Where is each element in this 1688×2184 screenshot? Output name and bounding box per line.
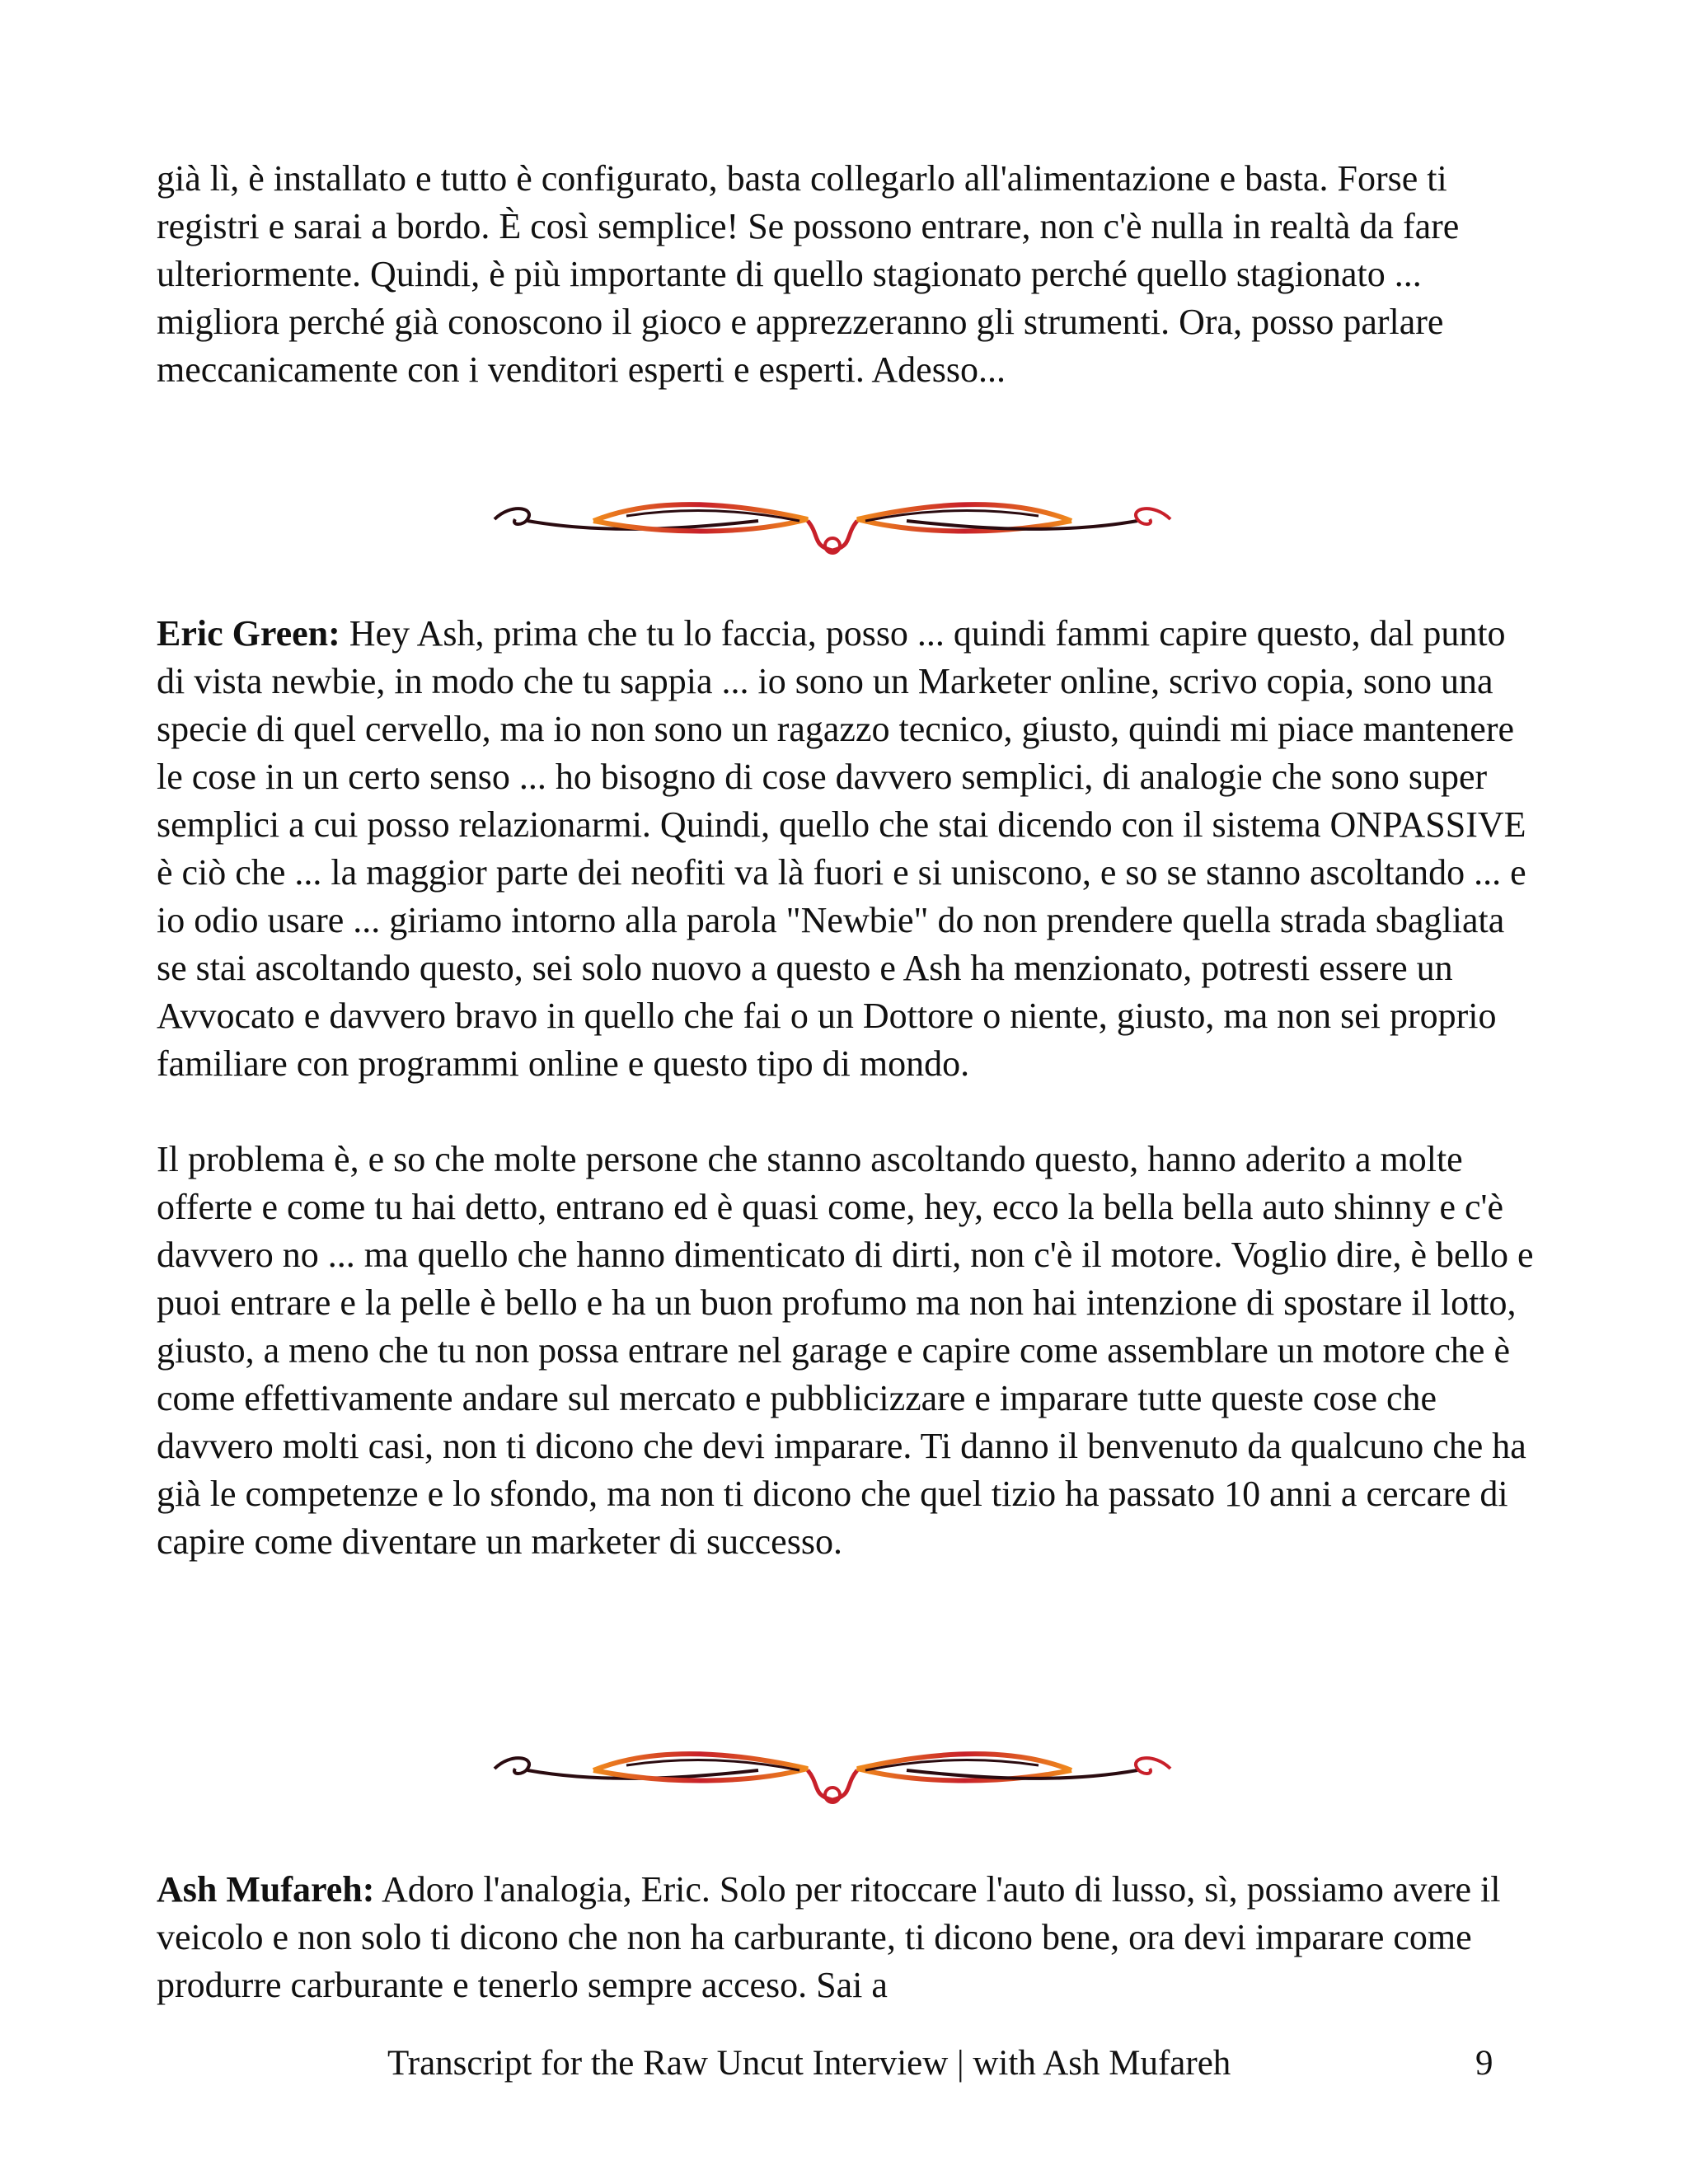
speaker-name: Eric Green: — [157, 613, 340, 654]
paragraph-text: già lì, è installato e tutto è configurato, basta collegarlo all'alimentazione e basta. Forse ti registri e sarai a bordo. È così semplice! Se possono entrare, non c'è nulla in realtà da fare ulteriormente. Quindi, è più importante di quello stagionato perché quello stagionato ... migliora perché già conoscono il gioco e apprezzeranno gli strumenti. Ora, posso parlare meccanicamente con i venditori esperti e esperti. Adesso... — [157, 158, 1460, 390]
speech-text: Adoro l'analogia, Eric. Solo per ritoccare l'auto di lusso, sì, possiamo avere il veicolo e non solo ti dicono che non ha carburante, ti dicono bene, ora devi imparare come produrre carburante e tenerlo sempre acceso. Sai a — [157, 1869, 1501, 2005]
transcript-paragraph-2 — [157, 610, 1541, 1566]
paragraph-text — [157, 1866, 1541, 2009]
paragraph-text: Il problema è, e so che molte persone che stanno ascoltando questo, hanno aderito a molte offerte e come tu hai detto, entrano ed è quasi come, hey, ecco la bella bella auto shinny e c'è davvero no ... ma quello che hanno dimenticato di dirti, non c'è il motore. Voglio dire, è bello e puoi entrare e la pelle è bello e ha un buon profumo ma non hai intenzione di spostare il lotto, giusto, a meno che tu non possa entrare nel garage e capire come assemblare un motore che è come effettivamente andare sul mercato e pubblicizzare e imparare tutte queste cose che davvero molti casi, non ti dicono che devi imparare. Ti danno il benvenuto da qualcuno che ha già le competenze e lo sfondo, ma non ti dicono che quel tizio ha passato 10 anni a cercare di capire come diventare un marketer di successo. — [157, 1139, 1534, 1562]
transcript-paragraph-1 — [157, 155, 1541, 394]
paragraph-text — [157, 610, 1541, 1088]
speaker-name: Ash Mufareh: — [157, 1869, 375, 1910]
footer-title: Transcript for the Raw Uncut Interview | with Ash Mufareh — [387, 2044, 1231, 2083]
transcript-paragraph-3 — [157, 1866, 1541, 2009]
ornament-divider-icon — [478, 486, 1187, 560]
page-number: 9 — [1475, 2044, 1493, 2083]
page-footer — [0, 2041, 1688, 2090]
ornament-divider-icon — [478, 1736, 1187, 1810]
speech-text: Hey Ash, prima che tu lo faccia, posso ... quindi fammi capire questo, dal punto di vista newbie, in modo che tu sappia ... io sono un Marketer online, scrivo copia, sono una specie di quel cervello, ma io non sono un ragazzo tecnico, giusto, quindi mi piace mantenere le cose in un certo senso ... ho bisogno di cose davvero semplici, di analogie che sono super semplici a cui posso relazionarmi. Quindi, quello che stai dicendo con il sistema ONPASSIVE è ciò che ... la maggior parte dei neofiti va là fuori e si uniscono, e so se stanno ascoltando ... e io odio usare ... giriamo intorno alla parola "Newbie" do non prendere quella strada sbagliata se stai ascoltando questo, sei solo nuovo a questo e Ash ha menzionato, potresti essere un Avvocato e davvero bravo in quello che fai o un Dottore o niente, giusto, ma non sei proprio familiare con programmi online e questo tipo di mondo. — [157, 613, 1526, 1084]
